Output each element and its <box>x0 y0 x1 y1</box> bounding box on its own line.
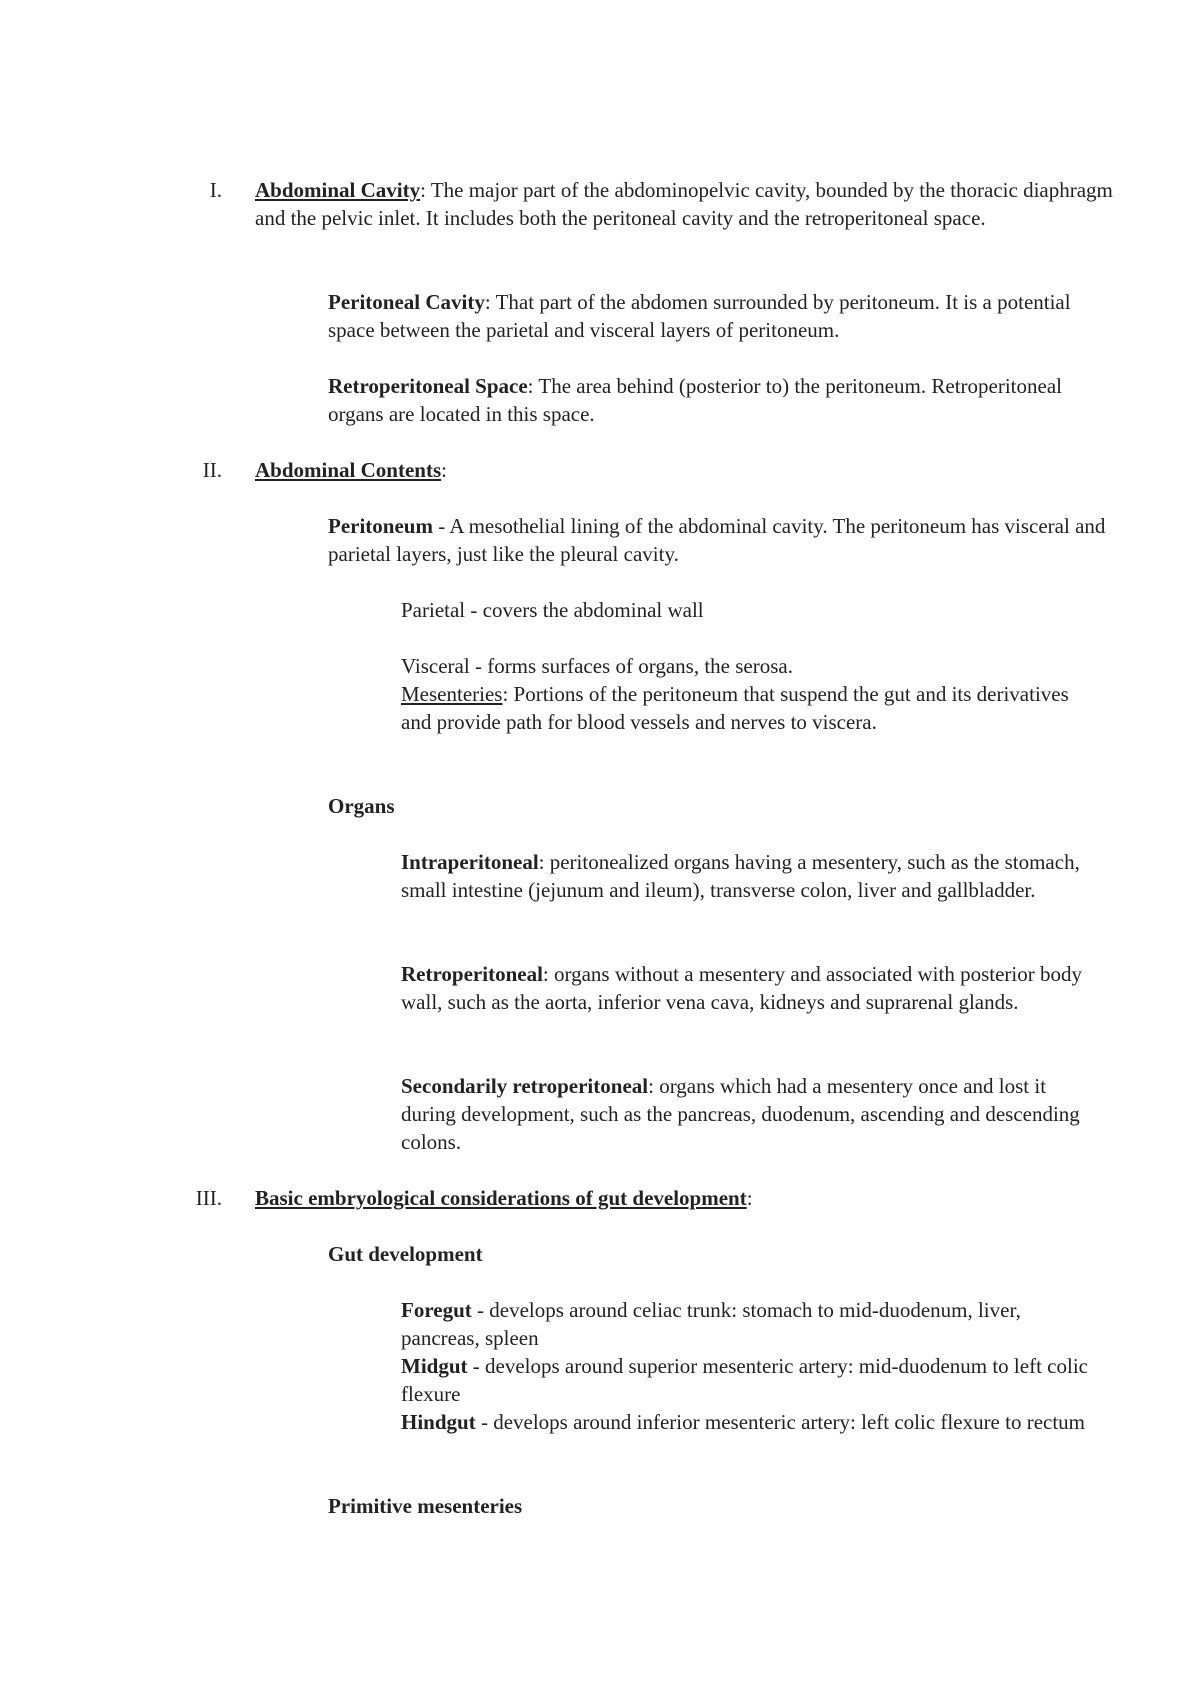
definition: - A mesothelial lining of the abdominal cavity. The peritoneum has visceral and parietal layers, just like the pleural cavity. <box>328 514 1106 566</box>
secondarily-retroperitoneal-paragraph <box>401 1072 1101 1156</box>
definition: : organs which had a mesentery once and lost it during development, such as the pancreas, duodenum, ascending and descending colons. <box>401 1074 1080 1154</box>
term: Peritoneum <box>328 514 433 538</box>
primitive-mesenteries-heading: Primitive mesenteries <box>328 1494 523 1518</box>
term: Retroperitoneal <box>401 962 543 986</box>
term: Retroperitoneal Space <box>328 374 528 398</box>
section-text: : <box>746 1186 753 1210</box>
section-text: : <box>441 458 447 482</box>
section-numeral: III. <box>195 1186 222 1210</box>
visceral-line: Visceral - forms surfaces of organs, the serosa. <box>401 654 793 678</box>
definition: - develops around celiac trunk: stomach to mid-duodenum, liver, pancreas, spleen <box>401 1298 1021 1350</box>
retroperitoneal-space-paragraph <box>328 372 1108 428</box>
term: Peritoneal Cavity <box>328 290 485 314</box>
section-numeral: I. <box>209 178 222 202</box>
definition: : The area behind (posterior to) the peritoneum. Retroperitoneal organs are located in this space. <box>328 374 1062 426</box>
foregut-paragraph <box>401 1296 1101 1352</box>
definition: : That part of the abdomen surrounded by peritoneum. It is a potential space between the parietal and visceral layers of peritoneum. <box>328 290 1071 342</box>
hindgut-paragraph <box>401 1408 1101 1436</box>
intraperitoneal-paragraph <box>401 848 1101 904</box>
term: Midgut <box>401 1354 468 1378</box>
definition: : Portions of the peritoneum that suspend the gut and its derivatives and provide path for blood vessels and nerves to viscera. <box>401 682 1069 734</box>
section-embryology <box>255 1184 1115 1212</box>
section-abdominal-contents <box>255 456 1115 484</box>
term: Foregut <box>401 1298 472 1322</box>
definition: : organs without a mesentery and associated with posterior body wall, such as the aorta, inferior vena cava, kidneys and suprarenal glands. <box>401 962 1082 1014</box>
definition: - develops around inferior mesenteric artery: left colic flexure to rectum <box>475 1410 1086 1434</box>
section-text: : The major part of the abdominopelvic cavity, bounded by the thoracic diaphragm and the pelvic inlet. It includes both the peritoneal cavity and the retroperitoneal space. <box>255 178 1113 230</box>
term: Intraperitoneal <box>401 850 539 874</box>
retroperitoneal-paragraph <box>401 960 1101 1016</box>
midgut-paragraph <box>401 1352 1101 1408</box>
peritoneum-paragraph <box>328 512 1108 568</box>
peritoneal-cavity-paragraph <box>328 288 1108 344</box>
definition: - develops around superior mesenteric artery: mid-duodenum to left colic flexure <box>401 1354 1088 1406</box>
term: Hindgut <box>401 1410 476 1434</box>
section-abdominal-cavity <box>255 176 1115 232</box>
gut-development-heading: Gut development <box>328 1242 483 1266</box>
term: Mesenteries <box>401 682 503 706</box>
mesenteries-paragraph <box>401 680 1101 736</box>
section-heading: Basic embryological considerations of gut development <box>255 1186 747 1210</box>
organs-heading: Organs <box>328 794 395 818</box>
definition: : peritonealized organs having a mesentery, such as the stomach, small intestine (jejunum and ileum), transverse colon, liver and gallbladder. <box>401 850 1080 902</box>
section-numeral: II. <box>202 458 222 482</box>
section-heading: Abdominal Cavity <box>255 178 421 202</box>
term: Secondarily retroperitoneal <box>401 1074 649 1098</box>
section-heading: Abdominal Contents <box>255 458 442 482</box>
parietal-line: Parietal - covers the abdominal wall <box>401 598 704 622</box>
